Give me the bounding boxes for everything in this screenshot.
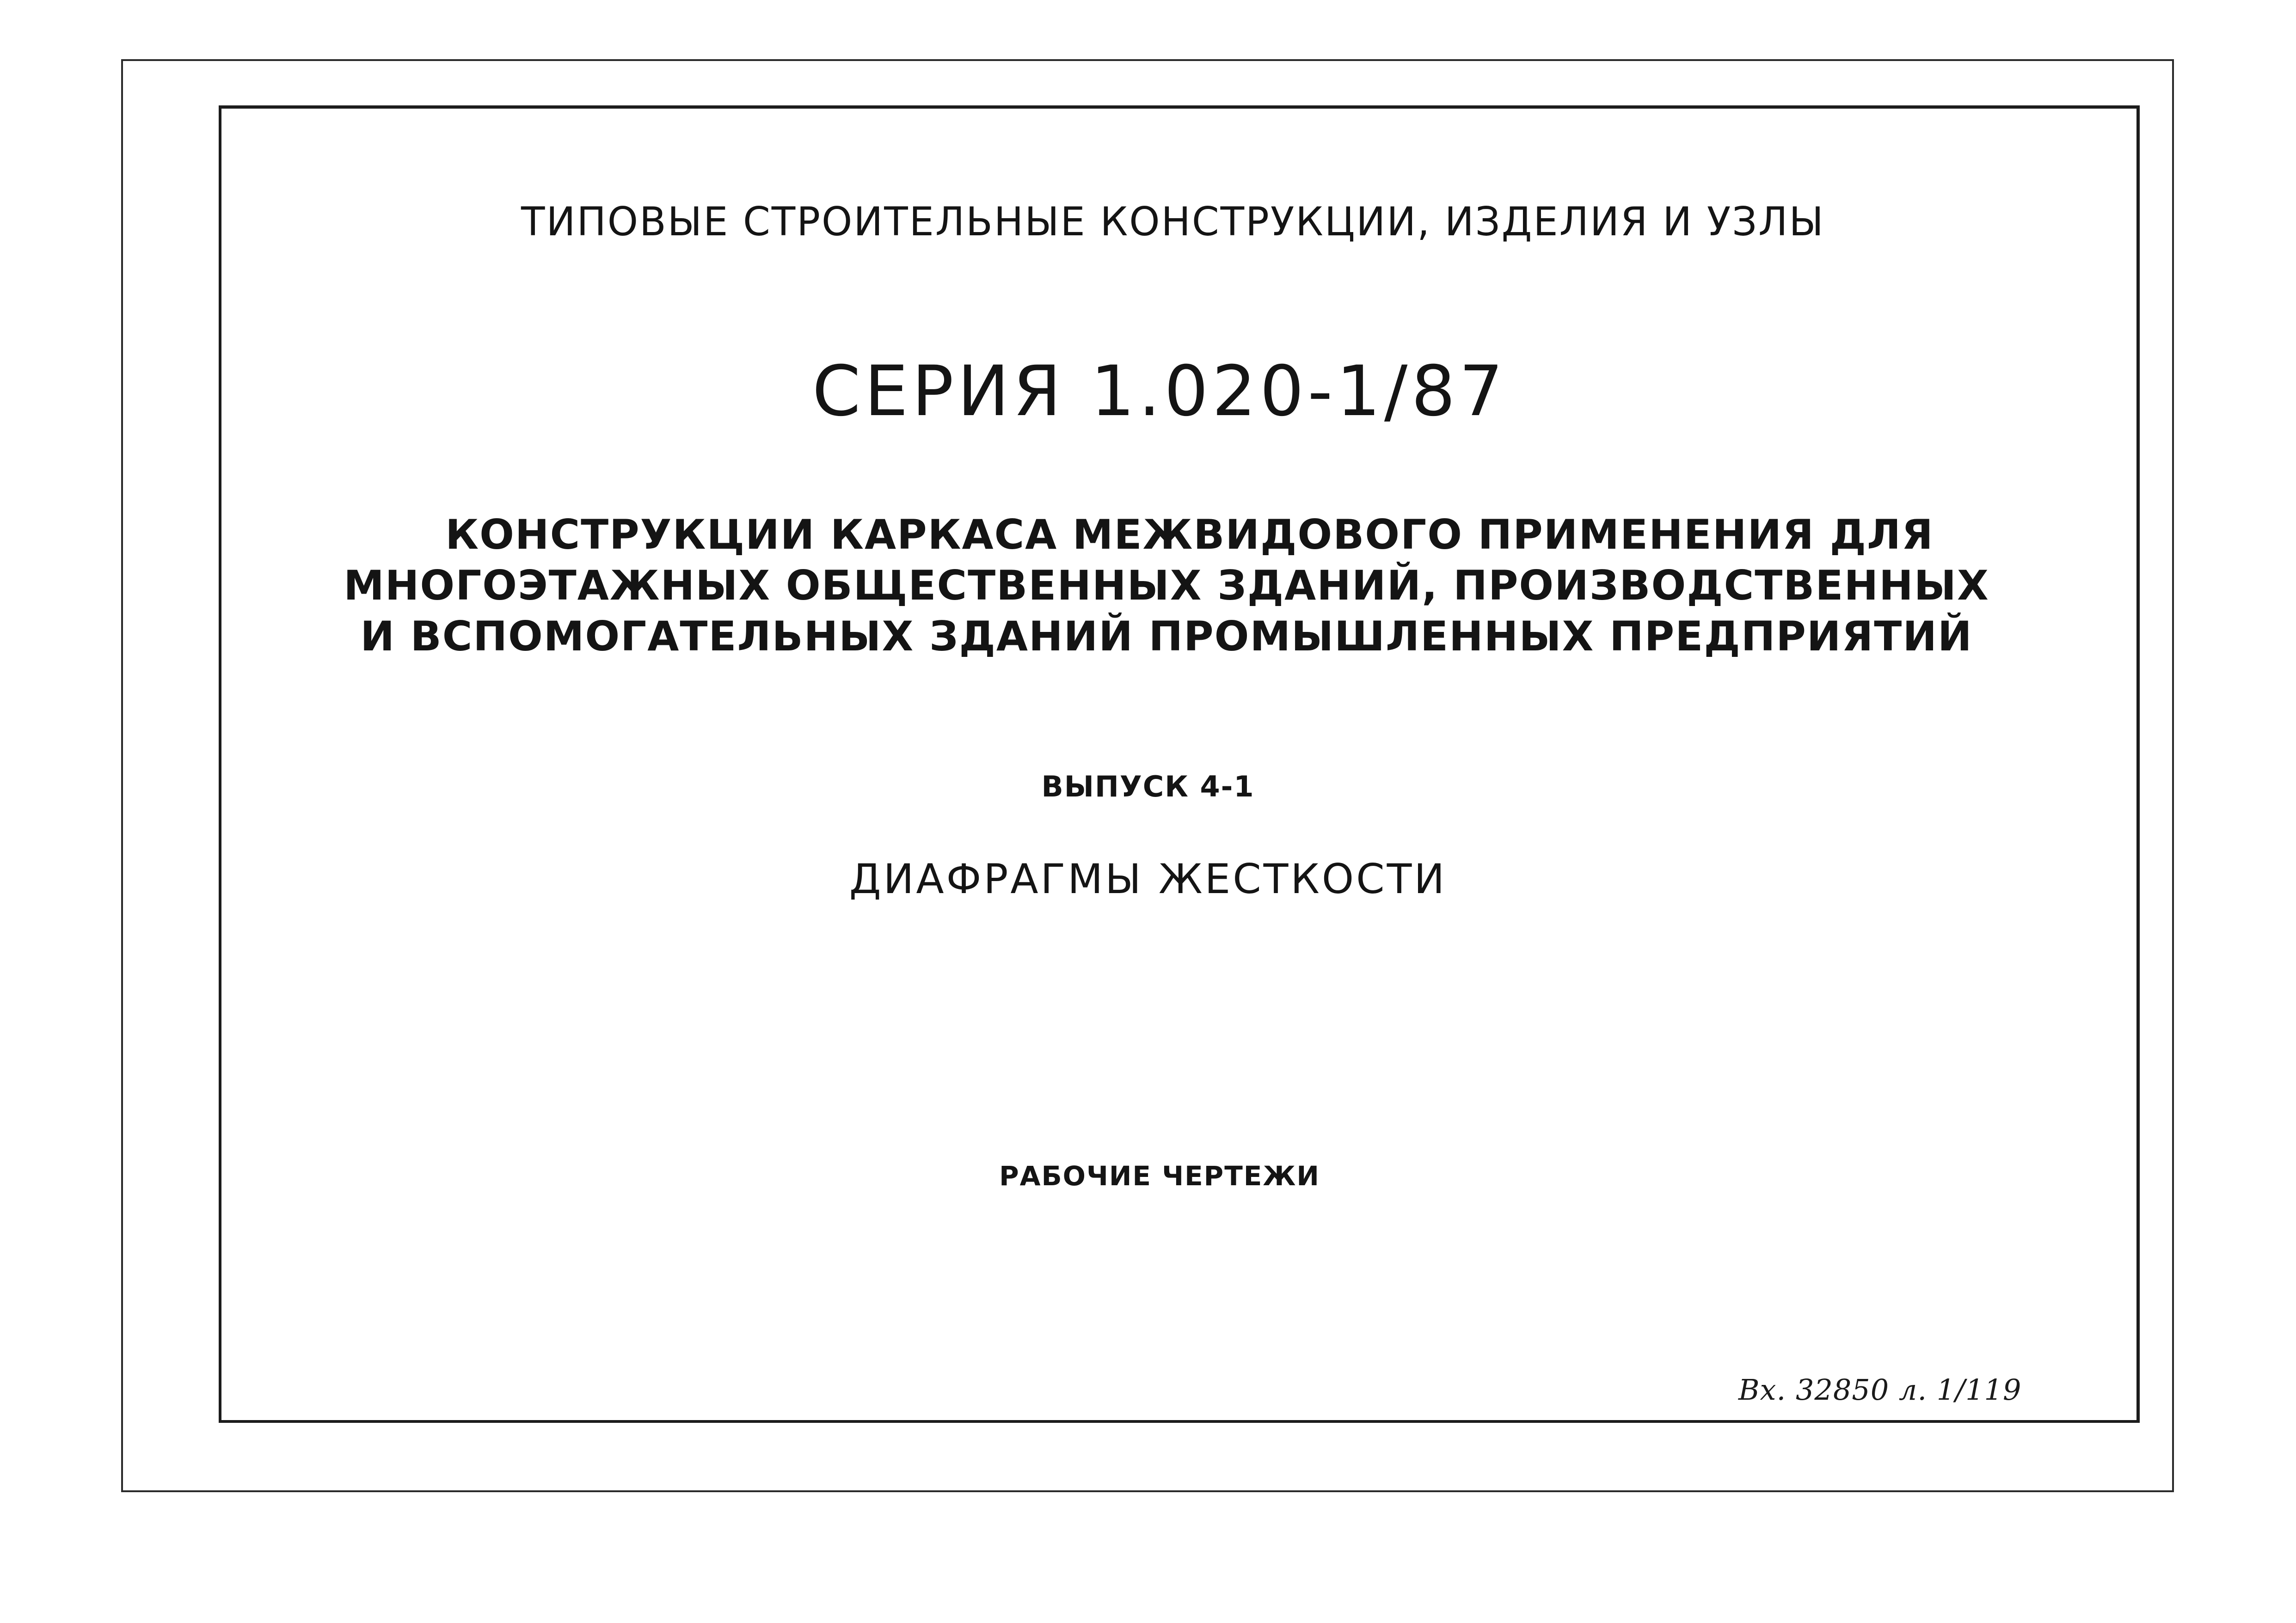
series-category-header: ТИПОВЫЕ СТРОИТЕЛЬНЫЕ КОНСТРУКЦИИ, ИЗДЕЛИЯ И УЗЛЫ — [521, 199, 1825, 245]
document-title-line-2: МНОГОЭТАЖНЫХ ОБЩЕСТВЕННЫХ ЗДАНИЙ, ПРОИЗВОДСТВЕННЫХ — [344, 562, 1989, 609]
document-subject: ДИАФРАГМЫ ЖЕСТКОСТИ — [849, 855, 1447, 903]
series-number: СЕРИЯ 1.020-1/87 — [812, 351, 1507, 432]
document-title-line-3: И ВСПОМОГАТЕЛЬНЫХ ЗДАНИЙ ПРОМЫШЛЕННЫХ ПРЕДПРИЯТИЙ — [360, 612, 1973, 660]
inventory-stamp: Вх. 32850 л. 1/119 — [1738, 1373, 2022, 1407]
design-stage: РАБОЧИЕ ЧЕРТЕЖИ — [999, 1160, 1320, 1192]
issue-number: ВЫПУСК 4-1 — [1041, 770, 1255, 803]
document-title-line-1: КОНСТРУКЦИИ КАРКАСА МЕЖВИДОВОГО ПРИМЕНЕНИЯ ДЛЯ — [445, 511, 1934, 558]
drawing-frame — [219, 105, 2140, 1423]
